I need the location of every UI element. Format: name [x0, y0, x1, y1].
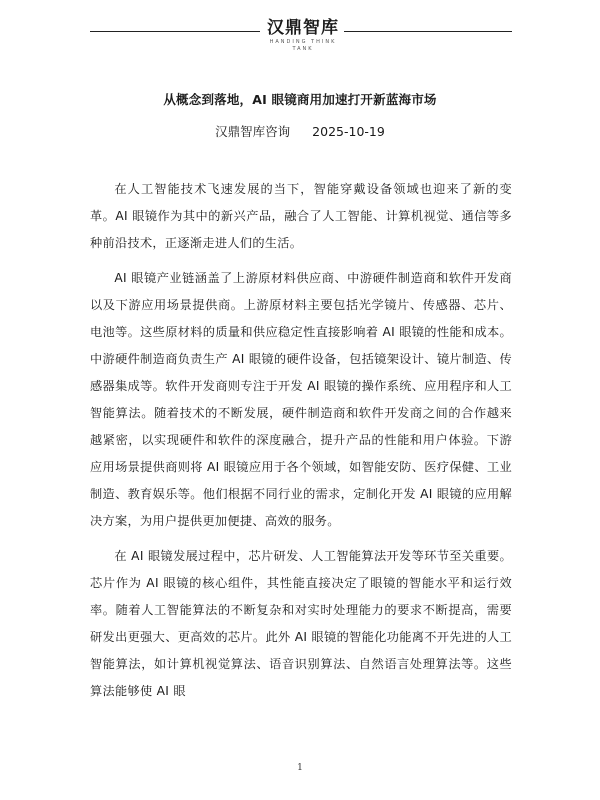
brand-logo — [264, 18, 342, 53]
article-body — [90, 176, 512, 713]
paragraph: 在人工智能技术飞速发展的当下，智能穿戴设备领域也迎来了新的变革。AI 眼镜作为其中的新兴产品，融合了人工智能、计算机视觉、通信等多种前沿技术，正逐渐走进人们的生活。 — [90, 182, 512, 250]
article-date: 2025-10-19 — [312, 124, 385, 139]
article-title: 从概念到落地，AI 眼镜商用加速打开新蓝海市场 — [163, 92, 437, 107]
logo-text: 汉鼎智库 — [267, 18, 339, 38]
article-meta — [0, 122, 600, 140]
header-rule-right — [344, 31, 512, 32]
paragraph: 在 AI 眼镜发展过程中，芯片研发、人工智能算法开发等环节至关重要。芯片作为 AI 眼镜的核心组件，其性能直接决定了眼镜的智能水平和运行效率。随着人工智能算法的不断复杂和对实时处理能力的要求不断提高，需要研发出更强大、更高效的芯片。此外 AI 眼镜的智能化功能离不开先进的人工智能算法，如计算机视觉算法、语音识别算法、自然语言处理算法等。这些算法能够使 AI 眼 — [90, 549, 512, 698]
header-rule-left — [90, 31, 260, 32]
article-author: 汉鼎智库咨询 — [215, 124, 291, 139]
page-number: 1 — [297, 763, 303, 773]
logo-subtext: HANDING THINK TANK — [269, 39, 337, 52]
paragraph: AI 眼镜产业链涵盖了上游原材料供应商、中游硬件制造商和软件开发商以及下游应用场景提供商。上游原材料主要包括光学镜片、传感器、芯片、电池等。这些原材料的质量和供应稳定性直接影响着 AI 眼镜的性能和成本。中游硬件制造商负责生产 AI 眼镜的硬件设备，包括镜架设计、镜片制造、传感器集成等。软件开发商则专注于开发 AI 眼镜的操作系统、应用程序和人工智能算法。随着技术的不断发展，硬件制造商和软件开发商之间的合作越来越紧密，以实现硬件和软件的深度融合，提升产品的性能和用户体验。下游应用场景提供商则将 AI 眼镜应用于各个领域，如智能安防、医疗保健、工业制造、教育娱乐等。他们根据不同行业的需求，定制化开发 AI 眼镜的应用解决方案，为用户提供更加便捷、高效的服务。 — [90, 271, 512, 528]
